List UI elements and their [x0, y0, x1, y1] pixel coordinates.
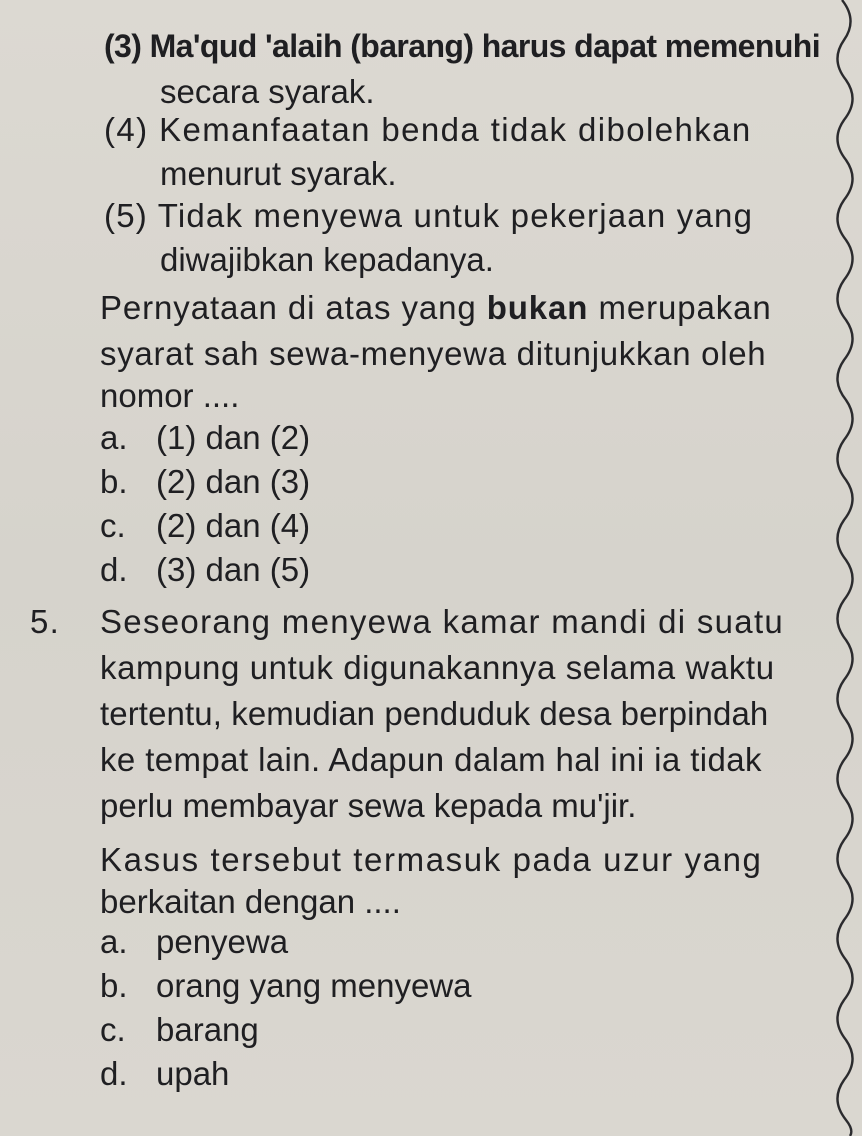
q5-option-a [100, 922, 288, 962]
q4-option-b [100, 462, 310, 502]
item-4-line1 [104, 110, 752, 150]
q5-stem-line1: Kasus tersebut termasuk pada uzur yang [100, 841, 763, 878]
q5-option-b-text: orang yang menyewa [156, 967, 472, 1004]
q5-line2: kampung untuk digunakannya selama waktu [100, 649, 775, 686]
item-3-number: (3) [104, 28, 142, 64]
q4-option-c-text: (2) dan (4) [156, 507, 311, 544]
q5-line4: ke tempat lain. Adapun dalam hal ini ia tidak [100, 741, 762, 778]
item-5-text: Tidak menyewa untuk pekerjaan yang [157, 197, 754, 234]
q5-line5: perlu membayar sewa kepada mu'jir. [100, 787, 637, 824]
q5-option-c-text: barang [156, 1011, 259, 1048]
q4-option-b-text: (2) dan (3) [156, 463, 311, 500]
q4-stem-bold-word: bukan [486, 289, 589, 326]
q5-option-b-letter: b. [100, 967, 128, 1004]
q4-option-c [100, 506, 310, 546]
q5-option-a-text: penyewa [156, 923, 289, 960]
q4-option-d [100, 550, 310, 590]
q5-option-a-letter: a. [100, 923, 128, 960]
item-3-line2: secara syarak. [160, 73, 375, 110]
q5-number: 5. [30, 603, 61, 640]
q5-option-b [100, 966, 472, 1006]
item-4-number: (4) [104, 111, 149, 148]
q4-stem-post: merupakan [588, 289, 772, 326]
q4-option-a-text: (1) dan (2) [156, 419, 311, 456]
q5-option-d-letter: d. [100, 1055, 128, 1092]
q4-option-a-letter: a. [100, 419, 128, 456]
q5-line3: tertentu, kemudian penduduk desa berpindah [100, 695, 769, 732]
q5-option-d-text: upah [156, 1055, 230, 1092]
q5-option-c [100, 1010, 259, 1050]
q4-stem-line2: syarat sah sewa-menyewa ditunjukkan oleh [100, 335, 767, 372]
q4-option-b-letter: b. [100, 463, 128, 500]
q5-line1 [30, 602, 784, 642]
q5-option-d [100, 1054, 229, 1094]
scalloped-border-decoration [822, 0, 862, 1136]
q4-option-c-letter: c. [100, 507, 126, 544]
q4-stem-line1 [100, 288, 772, 328]
item-3-text: Ma'qud 'alaih (barang) harus dapat memenuhi [149, 28, 821, 64]
q5-option-c-letter: c. [100, 1011, 126, 1048]
q5-text-line1: Seseorang menyewa kamar mandi di suatu [100, 603, 785, 640]
q4-option-d-text: (3) dan (5) [156, 551, 311, 588]
item-5-line1 [104, 196, 753, 236]
q4-option-d-letter: d. [100, 551, 128, 588]
q4-stem-line3: nomor .... [100, 377, 240, 414]
item-5-number: (5) [104, 197, 148, 234]
q4-stem-pre: Pernyataan di atas yang [100, 289, 487, 326]
item-4-line2: menurut syarak. [160, 155, 397, 192]
q4-option-a [100, 418, 310, 458]
item-5-line2: diwajibkan kepadanya. [160, 241, 494, 278]
item-4-text: Kemanfaatan benda tidak dibolehkan [159, 111, 752, 148]
q5-stem-line2: berkaitan dengan .... [100, 883, 401, 920]
item-3-line1 [104, 26, 820, 66]
